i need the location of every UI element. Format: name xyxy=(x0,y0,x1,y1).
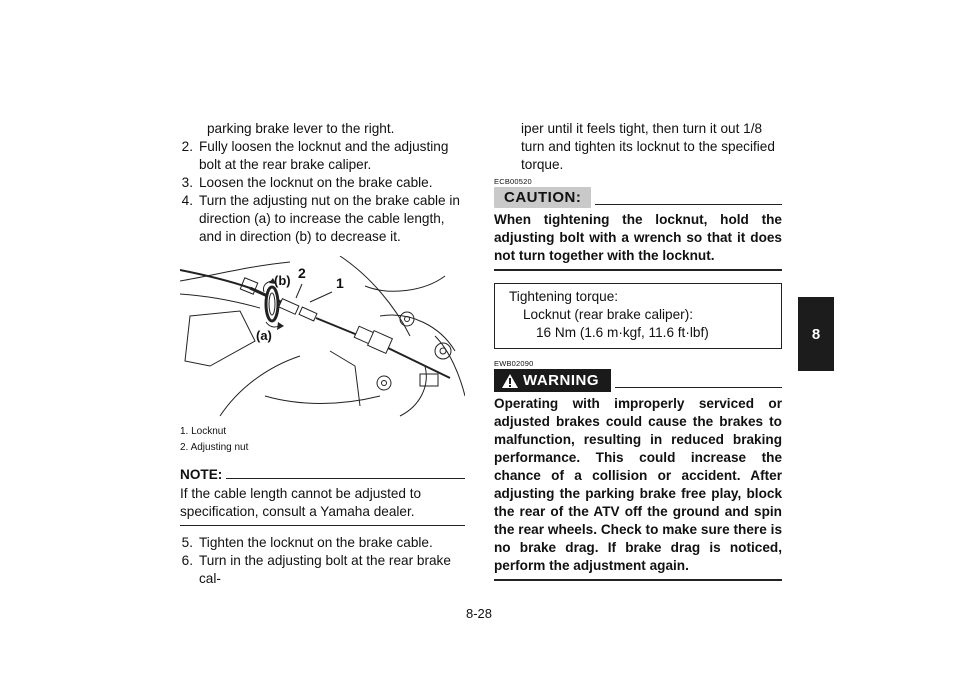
note-label: NOTE: xyxy=(180,467,223,482)
step-text: Turn in the adjusting bolt at the rear brake cal- xyxy=(199,553,451,586)
label-direction-b: (b) xyxy=(274,273,291,288)
warning-text: Operating with improperly serviced or adjusted brakes could cause the brakes to malfunction, resulting in reduced braking performance. This could increase the chance of a collision or accident. After adjusting the parking brake free play, block the rear of the ATV off the ground and spin the rear wheels. Check to make sure there is no brake drag. If brake drag is noticed, perform the adjustment again. xyxy=(494,395,782,581)
step-number: 2. xyxy=(181,139,193,154)
divider xyxy=(226,477,465,479)
left-column xyxy=(180,120,465,588)
page-number: 8-28 xyxy=(466,606,493,621)
note-text: If the cable length cannot be adjusted to specification, consult a Yamaha dealer. xyxy=(180,485,465,526)
note-header xyxy=(180,466,465,484)
caption-locknut: 1. Locknut xyxy=(180,426,227,437)
step-number: 3. xyxy=(181,175,193,190)
right-column xyxy=(494,120,782,581)
warning-triangle-icon xyxy=(502,374,518,388)
torque-item: Locknut (rear brake caliper): xyxy=(523,307,693,322)
caution-code: ECB00520 xyxy=(494,177,532,186)
caption-adjusting-nut: 2. Adjusting nut xyxy=(180,442,249,453)
caution-header xyxy=(494,187,782,208)
callout-2: 2 xyxy=(298,265,306,281)
step-number: 5. xyxy=(181,535,193,550)
step-text: Fully loosen the locknut and the adjusting bolt at the rear brake caliper. xyxy=(199,139,449,172)
warning-header xyxy=(494,369,782,392)
chapter-tab: 8 xyxy=(798,297,834,371)
divider xyxy=(595,204,782,205)
callout-1: 1 xyxy=(336,275,344,291)
step-item xyxy=(180,192,465,246)
step-text: Tighten the locknut on the brake cable. xyxy=(199,535,433,550)
step-number: 6. xyxy=(181,553,193,568)
warning-badge xyxy=(494,369,611,392)
warning-code: EWB02090 xyxy=(494,359,534,368)
brake-cable-figure xyxy=(180,256,465,418)
warning-label: WARNING xyxy=(523,372,599,389)
caution-text: When tightening the locknut, hold the adjusting bolt with a wrench so that it does not turn together with the locknut. xyxy=(494,211,782,271)
step-number: 4. xyxy=(181,193,193,208)
continuation-text: iper until it feels tight, then turn it out 1/8 turn and tighten its locknut to the specified torque. xyxy=(521,121,775,172)
step-text: Loosen the locknut on the brake cable. xyxy=(199,175,433,190)
label-direction-a: (a) xyxy=(256,328,272,343)
step-text: Turn the adjusting nut on the brake cable in direction (a) to increase the cable length, and in direction (b) to decrease it. xyxy=(199,193,460,244)
divider xyxy=(615,387,782,388)
step-item xyxy=(180,552,465,588)
caution-badge: CAUTION: xyxy=(494,187,591,208)
brake-cable-illustration xyxy=(180,256,465,418)
step-item xyxy=(180,534,465,552)
torque-title: Tightening torque: xyxy=(509,289,619,304)
torque-spec-box xyxy=(494,283,782,349)
intro-text: parking brake lever to the right. xyxy=(207,121,395,136)
step-item xyxy=(180,174,465,192)
torque-value: 16 Nm (1.6 m·kgf, 11.6 ft·lbf) xyxy=(536,325,709,340)
step-item xyxy=(180,138,465,174)
figure-captions xyxy=(180,424,465,456)
